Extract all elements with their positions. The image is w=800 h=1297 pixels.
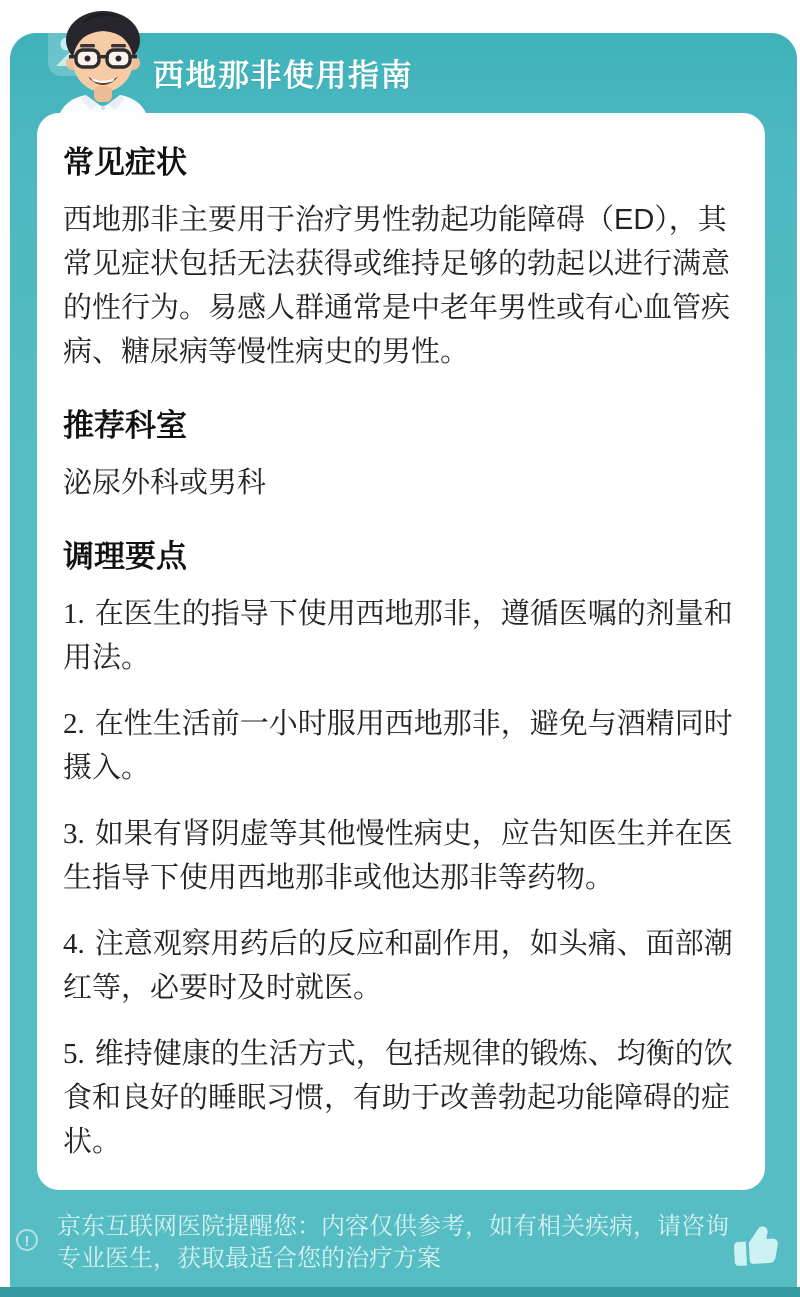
page-title: 西地那非使用指南 [153, 58, 413, 93]
symptoms-paragraph: 西地那非主要用于治疗男性勃起功能障碍（ED），其常见症状包括无法获得或维持足够的勃起以进行满意的性行为。易感人群通常是中老年男性或有心血管疾病、糖尿病等慢性病史的男性。 [63, 204, 731, 368]
section-heading-tips: 调理要点 [63, 539, 187, 574]
tips-list [63, 592, 739, 1164]
thumbs-up-icon[interactable] [732, 1218, 781, 1274]
tip-text: 在医生的指导下使用西地那非，遵循医嘱的剂量和用法。 [63, 598, 733, 674]
bottom-edge-bar [0, 1287, 800, 1297]
doctor-avatar [40, 4, 166, 118]
tip-number: 2. [63, 708, 85, 740]
tip-item-5 [63, 1032, 739, 1164]
tip-number: 4. [63, 928, 85, 960]
tip-text: 如果有肾阴虚等其他慢性病史，应告知医生并在医生指导下使用西地那非或他达那非等药物。 [63, 818, 733, 894]
tip-item-1 [63, 592, 739, 680]
tip-item-4 [63, 922, 739, 1010]
tip-item-3 [63, 812, 739, 900]
tip-item-2 [63, 702, 739, 790]
department-paragraph: 泌尿外科或男科 [63, 467, 267, 499]
tip-text: 维持健康的生活方式，包括规律的锻炼、均衡的饮食和良好的睡眠习惯，有助于改善勃起功能障碍的症状。 [63, 1038, 733, 1158]
section-heading-symptoms: 常见症状 [63, 145, 187, 180]
content-card [37, 113, 765, 1190]
disclaimer-text: 京东互联网医院提醒您：内容仅供参考，如有相关疾病，请咨询专业医生，获取最适合您的治疗方案 [57, 1213, 729, 1272]
tip-number: 1. [63, 598, 85, 630]
tip-number: 5. [63, 1038, 85, 1070]
tip-number: 3. [63, 818, 85, 850]
circle-exclamation-icon: ! [16, 1229, 38, 1251]
tip-text: 注意观察用药后的反应和副作用，如头痛、面部潮红等，必要时及时就医。 [63, 928, 733, 1004]
section-heading-department: 推荐科室 [63, 408, 187, 443]
tip-text: 在性生活前一小时服用西地那非，避免与酒精同时摄入。 [63, 708, 733, 784]
